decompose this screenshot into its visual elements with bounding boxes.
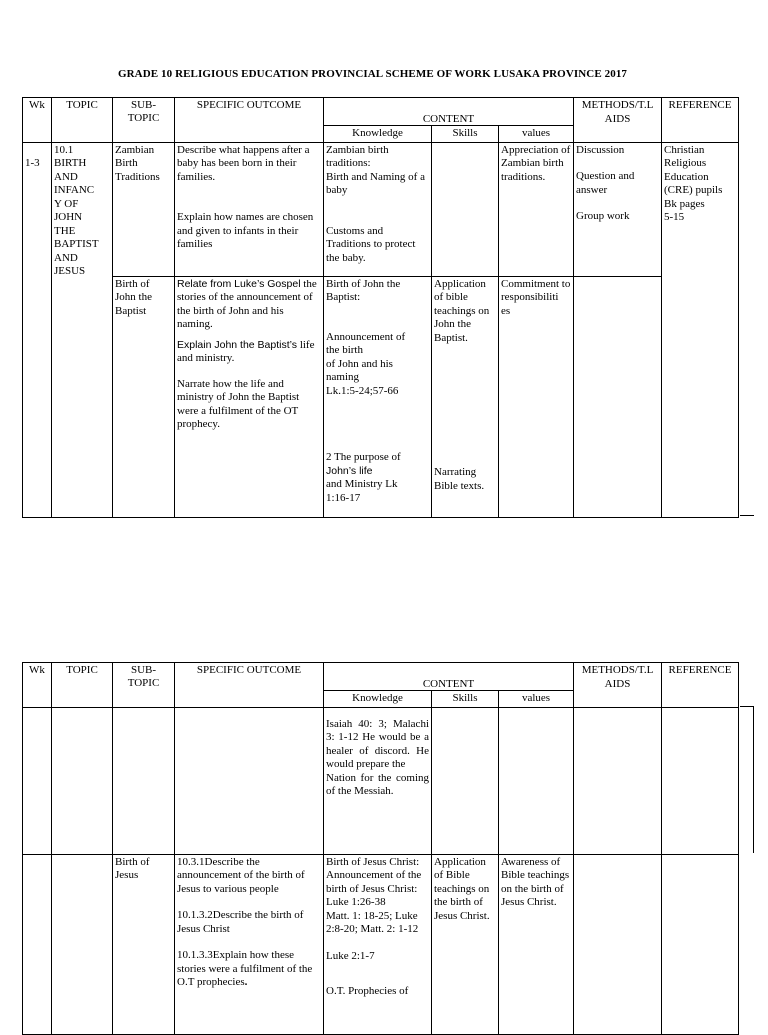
values-cell: Appreciation of Zambian birth traditions. <box>499 142 574 276</box>
outcome-cell <box>175 142 324 276</box>
methods-cell <box>574 276 662 517</box>
values-cell: Commitment to responsibiliti es <box>499 276 574 517</box>
week-cell: 1-3 <box>23 142 52 517</box>
outcome-cell <box>175 707 324 854</box>
skills-cell: Application of Bible teachings on the birth of Jesus Christ. <box>432 854 499 1034</box>
outcome-text-sans: Relate from Luke’s Gospel <box>177 277 301 290</box>
header-subtopic: SUB- TOPIC <box>113 663 175 708</box>
outcome-text: Narrate how the life and ministry of John the Baptist were a fulfilment of the OT prophecy. <box>177 377 300 430</box>
subtopic-cell: Zambian Birth Traditions <box>113 142 175 276</box>
header-wk: Wk <box>23 98 52 143</box>
knowledge-text-sans: John’s life <box>326 464 373 477</box>
knowledge-text: and Ministry Lk 1:16-17 <box>326 478 398 504</box>
outcome-text: 10.1.3.2Describe the birth of Jesus Christ <box>177 909 304 935</box>
skills-text: Narrating Bible texts. <box>434 466 485 492</box>
knowledge-cell <box>324 276 432 517</box>
header-methods: METHODS/T.L AIDS <box>574 663 662 708</box>
knowledge-text: Zambian birth traditions: Birth and Naming of a baby <box>326 143 425 196</box>
knowledge-text: Customs and Traditions to protect the baby. <box>326 224 416 264</box>
header-subtopic: SUB- TOPIC <box>113 98 175 143</box>
table-border-fragment <box>740 515 754 516</box>
knowledge-text: Luke 2:1-7 <box>326 949 375 962</box>
knowledge-text: Birth of Jesus Christ: Announcement of the birth of Jesus Christ: Luke 1:26-38 Matt. 1: 18-25; Luke 2:8-20; Matt. 2: 1-12 <box>326 855 422 935</box>
outcome-text-rest: life and ministry. <box>177 338 315 364</box>
reference-cell <box>662 707 739 854</box>
table-border-fragment <box>740 706 754 707</box>
topic-cell <box>52 854 113 1034</box>
outcome-cell <box>175 276 324 517</box>
document-title: GRADE 10 RELIGIOUS EDUCATION PROVINCIAL SCHEME OF WORK LUSAKA PROVINCE 2017 <box>117 68 628 80</box>
scheme-of-work-table-1 <box>22 97 739 518</box>
header-knowledge: Knowledge <box>324 126 432 143</box>
outcome-text: Describe what happens after a baby has been born in their families. <box>177 143 310 183</box>
knowledge-cell: Isaiah 40: 3; Malachi 3: 1-12 He would be a healer of discord. He would prepare the Nation for the coming of the Messiah. <box>324 707 432 854</box>
header-topic: TOPIC <box>52 663 113 708</box>
reference-cell <box>662 854 739 1034</box>
subtopic-cell: Birth of Jesus <box>113 854 175 1034</box>
methods-text: Question and answer <box>576 170 635 196</box>
scheme-of-work-table-2 <box>22 662 739 1035</box>
outcome-text: 10.3.1Describe the announcement of the birth of Jesus to various people <box>177 855 305 895</box>
header-reference: REFERENCE <box>662 663 739 708</box>
week-cell <box>23 707 52 854</box>
skills-cell <box>432 142 499 276</box>
header-content: CONTENT <box>324 663 574 691</box>
header-specific-outcome: SPECIFIC OUTCOME <box>175 663 324 708</box>
header-content: CONTENT <box>324 98 574 126</box>
topic-cell <box>52 707 113 854</box>
header-methods: METHODS/T.L AIDS <box>574 98 662 143</box>
subtopic-cell <box>113 707 175 854</box>
header-reference: REFERENCE <box>662 98 739 143</box>
values-cell: Awareness of Bible teachings on the birth of Jesus Christ. <box>499 854 574 1034</box>
skills-text: Application of bible teachings on John the Baptist. <box>434 277 490 344</box>
week-cell <box>23 854 52 1034</box>
knowledge-text: 2 The purpose of <box>326 451 401 463</box>
methods-cell <box>574 854 662 1034</box>
values-cell <box>499 707 574 854</box>
knowledge-text: Birth of John the Baptist: <box>326 277 401 303</box>
methods-text: Discussion <box>576 143 625 156</box>
header-wk: Wk <box>23 663 52 708</box>
knowledge-text: Announcement of the birth of John and his naming Lk.1:5-24;57-66 <box>326 330 406 397</box>
outcome-text-main: 10.1.3.3Explain how these stories were a fulfilment of the O.T prophecies <box>177 949 313 988</box>
knowledge-cell <box>324 142 432 276</box>
header-values: values <box>499 126 574 143</box>
methods-cell <box>574 142 662 276</box>
outcome-cell <box>175 854 324 1034</box>
table-border-fragment <box>753 706 754 853</box>
outcome-text: Explain how names are chosen and given to infants in their families <box>177 211 314 250</box>
knowledge-text: O.T. Prophecies of <box>326 985 409 997</box>
header-skills: Skills <box>432 126 499 143</box>
topic-cell: 10.1 BIRTH AND INFANC Y OF JOHN THE BAPTIST AND JESUS <box>52 142 113 517</box>
skills-cell <box>432 707 499 854</box>
methods-text: Group work <box>576 210 630 222</box>
outcome-text <box>177 339 321 366</box>
outcome-text <box>177 949 321 990</box>
skills-cell <box>432 276 499 517</box>
knowledge-cell <box>324 854 432 1034</box>
outcome-text-rest: the stories of the announcement of the birth of John and his naming. <box>177 277 317 330</box>
reference-cell: Christian Religious Education (CRE) pupils Bk pages 5-15 <box>662 142 739 517</box>
outcome-text <box>177 278 321 332</box>
subtopic-cell: Birth of John the Baptist <box>113 276 175 517</box>
header-topic: TOPIC <box>52 98 113 143</box>
methods-cell <box>574 707 662 854</box>
outcome-text-sans: Explain John the Baptist’s <box>177 338 298 351</box>
header-knowledge: Knowledge <box>324 691 432 708</box>
header-skills: Skills <box>432 691 499 708</box>
header-specific-outcome: SPECIFIC OUTCOME <box>175 98 324 143</box>
header-values: values <box>499 691 574 708</box>
outcome-text-period: . <box>244 976 248 988</box>
